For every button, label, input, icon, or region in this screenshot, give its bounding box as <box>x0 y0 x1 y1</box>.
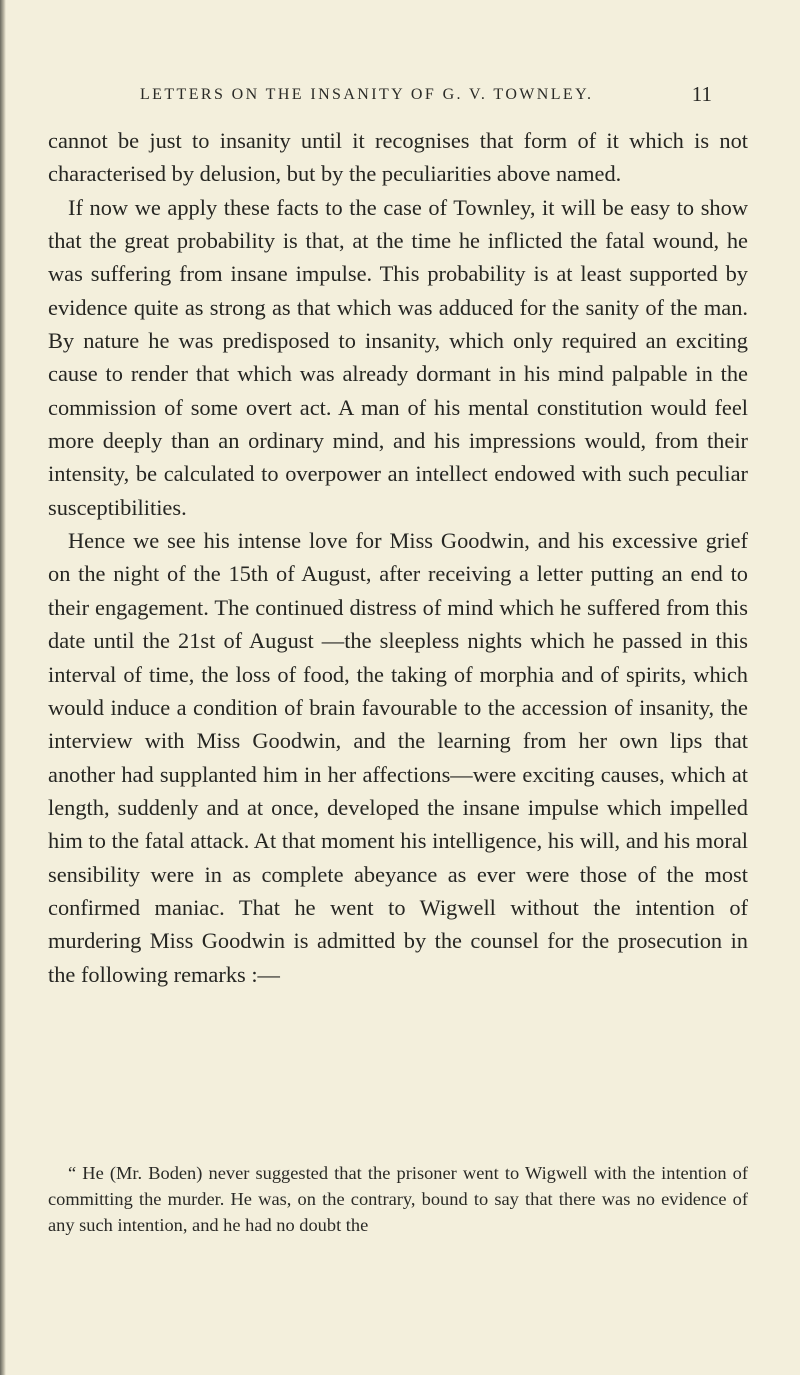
paragraph-townley-case: If now we apply these facts to the case of Townley, it will be easy to show that the great probability is that, at the time he inflicted the fatal wound, he was suffering from insane impulse. This probability is at least supported by evidence quite as strong as that which was adduced for the sanity of the man. By nature he was predisposed to insanity, which only required an exciting cause to render that which was already dormant in his mind palpable in the commission of some overt act. A man of his mental constitution would feel more deeply than an ordinary mind, and his impressions would, from their intensity, be calculated to overpower an intellect endowed with such peculiar susceptibilities. <box>48 194 748 520</box>
quote-paragraph: “ He (Mr. Boden) never suggested that the prisoner went to Wigwell with the intention of committing the murder. He was, on the contrary, bound to say that there was no evidence of any such intention, and he had no doubt the <box>48 1163 748 1235</box>
page-number: 11 <box>691 82 712 106</box>
paragraph-continuation: cannot be just to insanity until it recognises that form of it which is not characterised by delusion, but by the peculiarities above named. <box>48 128 748 187</box>
running-head: LETTERS ON THE INSANITY OF G. V. TOWNLEY. <box>140 86 594 103</box>
body-text <box>48 124 748 991</box>
page-gutter-edge <box>0 0 6 1375</box>
page-header <box>140 82 712 112</box>
paragraph-miss-goodwin: Hence we see his intense love for Miss Goodwin, and his excessive grief on the night of the 15th of August, after receiving a letter putting an end to their engagement. The continued distress of mind which he suffered from this date until the 21st of August —the sleepless nights which he passed in this interval of time, the loss of food, the taking of morphia and of spirits, which would induce a condition of brain favourable to the accession of insanity, the interview with Miss Goodwin, and the learning from her own lips that another had supplanted him in her affections—were exciting causes, which at length, suddenly and at once, developed the insane impulse which impelled him to the fatal attack. At that moment his intelligence, his will, and his moral sensibility were in as complete abeyance as ever were those of the most confirmed maniac. That he went to Wigwell without the intention of murdering Miss Goodwin is admitted by the counsel for the prosecution in the following remarks :— <box>48 528 748 987</box>
block-quote <box>48 1160 748 1238</box>
